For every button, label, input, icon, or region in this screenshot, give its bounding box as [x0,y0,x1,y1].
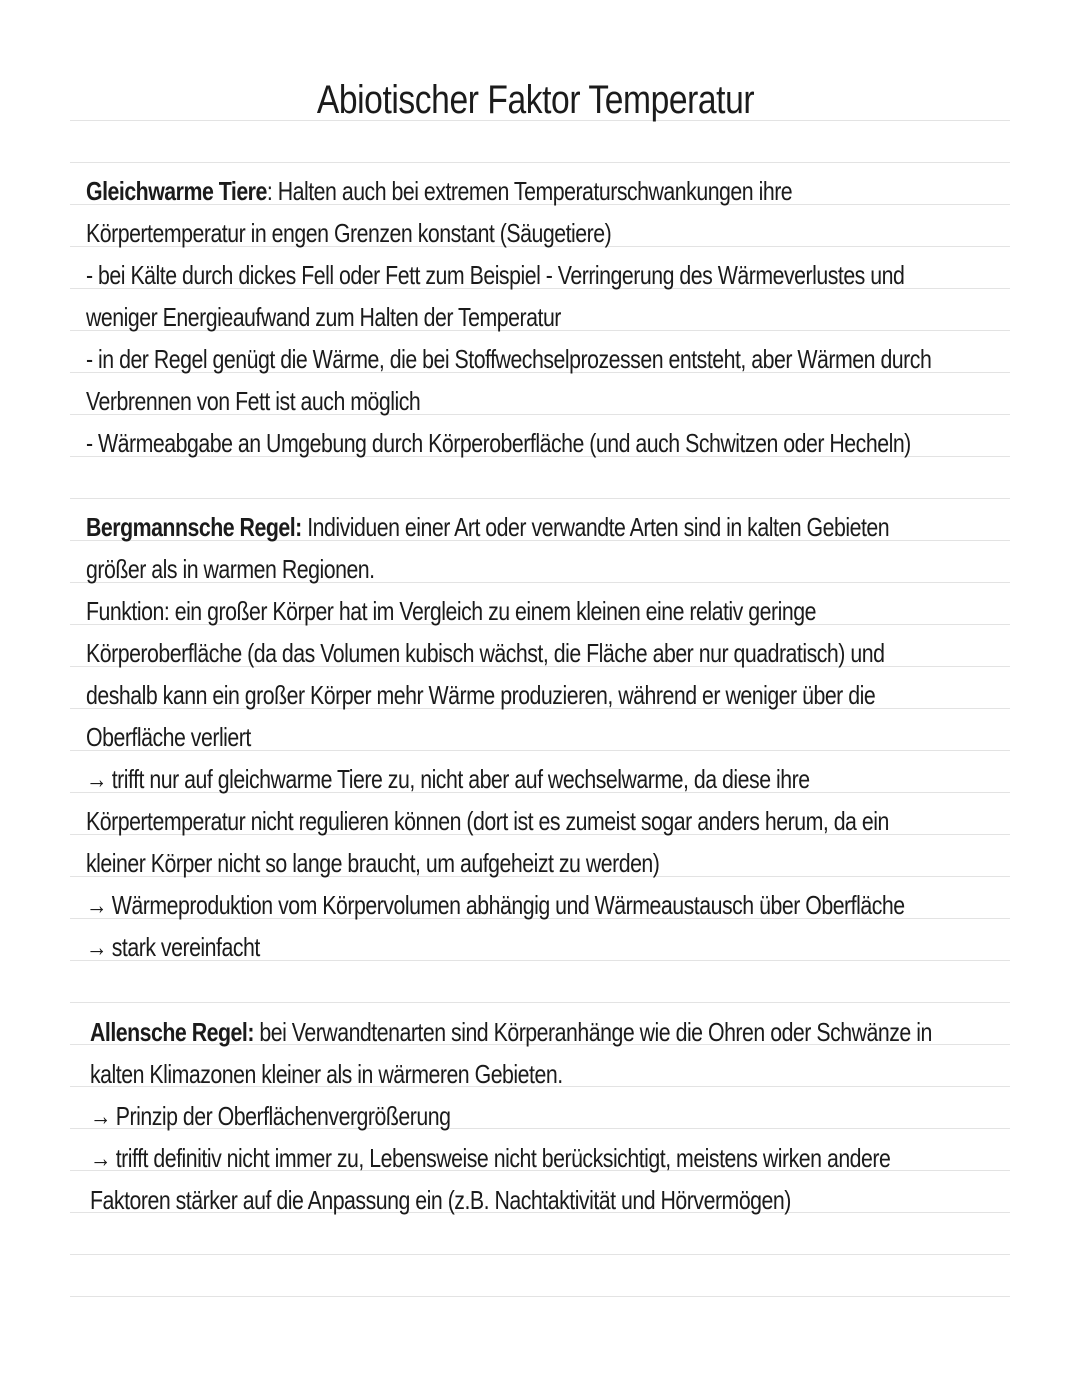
page-title: Abiotischer Faktor Temperatur [316,78,755,122]
ruled-line [70,162,1010,163]
text-line: trifft definitiv nicht immer zu, Lebensweise nicht berücksichtigt, meistens wirken andere [115,1143,891,1173]
term-allensche-regel: Allensche Regel: [90,1017,254,1047]
text-line: trifft nur auf gleichwarme Tiere zu, nicht aber auf wechselwarme, da diese ihre [111,764,810,794]
arrow-icon: → [86,932,107,962]
text-line: Körperoberfläche (da das Volumen kubisch wächst, die Fläche aber nur quadratisch) und [86,638,885,668]
ruled-line [70,1002,1010,1003]
text-line: Funktion: ein großer Körper hat im Vergleich zu einem kleinen eine relativ geringe [86,596,816,626]
text-line: weniger Energieaufwand zum Halten der Temperatur [86,302,561,332]
arrow-icon: → [86,890,107,920]
arrow-line [86,890,905,920]
text-line: Prinzip der Oberflächenvergrößerung [115,1101,451,1131]
text-line: Faktoren stärker auf die Anpassung ein (z.B. Nachtaktivität und Hörvermögen) [90,1185,791,1215]
ruled-line [70,498,1010,499]
text-line: Körpertemperatur in engen Grenzen konstant (Säugetiere) [86,218,612,248]
text-line: größer als in warmen Regionen. [86,554,375,584]
text-line: kleiner Körper nicht so lange braucht, um aufgeheizt zu werden) [86,848,660,878]
ruled-line [70,1296,1010,1297]
arrow-line [90,1101,450,1131]
text-line: bei Verwandtenarten sind Körperanhänge wie die Ohren oder Schwänze in [253,1017,932,1047]
arrow-icon: → [86,764,107,794]
text-line: - Wärmeabgabe an Umgebung durch Körperoberfläche (und auch Schwitzen oder Hecheln) [86,428,911,458]
text-line: Wärmeproduktion vom Körpervolumen abhängig und Wärmeaustausch über Oberfläche [111,890,905,920]
arrow-icon: → [90,1101,111,1131]
text-line: - in der Regel genügt die Wärme, die bei Stoffwechselprozessen entsteht, aber Wärmen durch [86,344,932,374]
text-line: deshalb kann ein großer Körper mehr Wärme produzieren, während er weniger über die [86,680,876,710]
section-bergmann-line-1 [86,512,889,542]
text-line: Körpertemperatur nicht regulieren können (dort ist es zumeist sogar anders herum, da ein [86,806,889,836]
arrow-line [86,764,810,794]
arrow-icon: → [90,1143,111,1173]
term-bergmannsche-regel: Bergmannsche Regel: [86,512,302,542]
section-allen-line-1 [90,1017,932,1047]
text-line: stark vereinfacht [111,932,260,962]
text-line: - bei Kälte durch dickes Fell oder Fett zum Beispiel - Verringerung des Wärmeverlustes und [86,260,905,290]
text-line: Verbrennen von Fett ist auch möglich [86,386,421,416]
term-gleichwarme-tiere: Gleichwarme Tiere [86,176,267,206]
text-line: Individuen einer Art oder verwandte Arten sind in kalten Gebieten [301,512,890,542]
text-line: : Halten auch bei extremen Temperaturschwankungen ihre [266,176,793,206]
ruled-line [70,1254,1010,1255]
text-line: Oberfläche verliert [86,722,251,752]
section-gleichwarme-line-1 [86,176,792,206]
text-line: kalten Klimazonen kleiner als in wärmeren Gebieten. [90,1059,563,1089]
arrow-line [90,1143,890,1173]
arrow-line [86,932,260,962]
